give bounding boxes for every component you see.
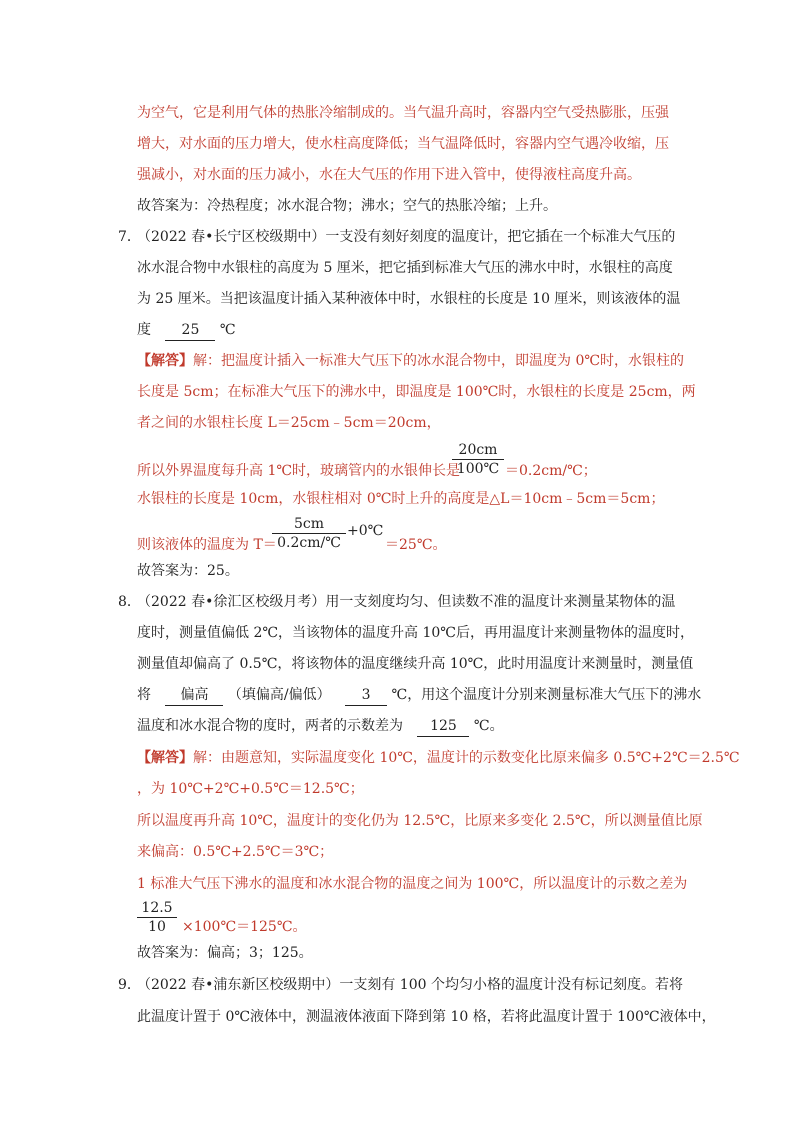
q7-plus-zero: +0℃ [347,523,384,539]
q7-unit: ℃ [219,322,236,338]
q7-line-1: （2022 春•长宁区校级期中）一支没有刻好刻度的温度计，把它插在一个标准大气压的 [137,229,676,245]
q8-fraction-numerator: 12.5 [137,899,177,918]
q8-answer-blank-3: 125 [417,716,469,737]
q8-line-1: （2022 春•徐汇区校级月考）用一支刻度均匀、但读数不准的温度计来测量某物体的温 [137,594,676,610]
q8-line-5-text: 温度和冰水混合物的度时，两者的示数差为 [137,718,403,734]
q9-line-1: （2022 春•浦东新区校级期中）一支刻有 100 个均匀小格的温度计没有标记刻度。若将 [137,977,683,993]
prev-answer: 故答案为：冷热程度；冰水混合物；沸水；空气的热胀冷缩；上升。 [137,198,557,214]
prev-solution-line-1: 为空气，它是利用气体的热胀冷缩制成的。当气温升高时，容器内空气受热膨胀，压强 [137,105,669,121]
q7-answer-blank: 25 [165,320,215,341]
q7-answer: 故答案为：25。 [137,563,239,579]
q8-line-3: 测量值却偏高了 0.5℃，将该物体的温度继续升高 10℃，此时用温度计来测量时，测量值 [137,656,694,672]
q7-solution-line-6-pre: 则该液体的温度为 T＝ [137,537,277,553]
q7-fraction-2-numerator: 5cm [272,515,346,534]
q7-solution-line-6-post: ＝25℃。 [385,537,447,553]
q7-line-3: 为 25 厘米。当把该温度计插入某种液体中时，水银柱的长度是 10 厘米，则该液体的温 [137,291,681,307]
q7-solution-line-5: 水银柱的长度是 10cm，水银柱相对 0℃时上升的高度是△L＝10cm﹣5cm＝5cm； [137,491,665,507]
q8-answer-blank-1: 偏高 [165,685,223,706]
q9-number: 9． [118,977,141,993]
q8-solution-line-3: 所以温度再升高 10℃，温度计的变化仍为 12.5℃，比原来多变化 2.5℃，所以测量值比原 [137,813,703,829]
q8-fraction [137,899,177,936]
prev-solution-line-3: 强减小，对水面的压力减小，水在大气压的作用下进入管中，使得液柱高度升高。 [137,167,641,183]
q7-line-4 [137,320,236,341]
q7-solution-text-1: 解：把温度计插入一标准大气压下的冰水混合物中，即温度为 0℃时，水银柱的 [193,353,685,369]
q8-solution-tag: 【解答】 [137,750,193,766]
q8-line-4-mid-2: ℃，用这个温度计分别来测量标准大气压下的沸水 [391,687,702,703]
q7-solution-line-4-pre: 所以外界温度每升高 1℃时，玻璃管内的水银伸长是 [137,463,461,479]
q8-line-2: 度时，测量值偏低 2℃，当该物体的温度升高 10℃后，再用温度计来测量物体的温度时， [137,625,694,641]
prev-solution-line-2: 增大，对水面的压力增大，使水柱高度降低；当气温降低时，容器内空气遇冷收缩，压 [137,136,669,152]
q7-fraction-1-denominator: 100℃ [456,461,500,477]
q8-solution-text-1: 解：由题意知，实际温度变化 10℃，温度计的示数变化比原来偏多 0.5℃+2℃＝2.5℃ [193,750,740,766]
q7-fraction-1 [452,441,504,478]
q7-fraction-1-numerator: 20cm [452,441,504,460]
q8-solution-line-2: ，为 10℃+2℃+0.5℃＝12.5℃； [137,781,364,797]
q8-answer: 故答案为：偏高；3；125。 [137,945,313,961]
q8-number: 8． [118,594,141,610]
q8-solution-line-1 [137,748,740,768]
q7-solution-line-1 [137,351,684,371]
q7-line-2: 冰水混合物中水银柱的高度为 5 厘米，把它插到标准大气压的沸水中时，水银柱的高度 [137,260,673,276]
q8-answer-blank-2: 3 [345,685,387,706]
q7-solution-line-2: 长度是 5cm；在标准大气压下的沸水中，即温度是 100℃时，水银柱的长度是 25cm，两 [137,384,696,400]
q8-line-5 [137,716,504,737]
q8-line-4 [137,685,701,706]
q7-number: 7． [118,229,141,245]
q7-line-4-text: 度 [137,322,151,338]
q7-solution-line-4-post: ＝0.2cm/℃； [505,463,597,479]
q7-fraction-2 [272,515,346,552]
q7-solution-tag: 【解答】 [137,353,193,369]
q8-solution-line-5: 1 标准大气压下沸水的温度和冰水混合物的温度之间为 100℃，所以温度计的示数之差为 [137,876,688,892]
q8-unit: ℃。 [473,718,504,734]
q8-line-4-mid-1: （填偏高/偏低） [227,687,331,703]
q8-solution-line-6-post: ×100℃＝125℃。 [182,919,307,935]
q7-solution-line-3: 者之间的水银柱长度 L＝25cm﹣5cm＝20cm， [137,415,441,431]
q8-line-4-text: 将 [137,687,151,703]
q8-solution-line-4: 来偏高：0.5℃+2.5℃＝3℃； [137,844,334,860]
q8-fraction-denominator: 10 [148,919,166,935]
q7-fraction-2-denominator: 0.2cm/℃ [277,535,341,551]
q9-line-2: 此温度计置于 0℃液体中，测温液体液面下降到第 10 格，若将此温度计置于 100℃液体中， [137,1009,716,1025]
